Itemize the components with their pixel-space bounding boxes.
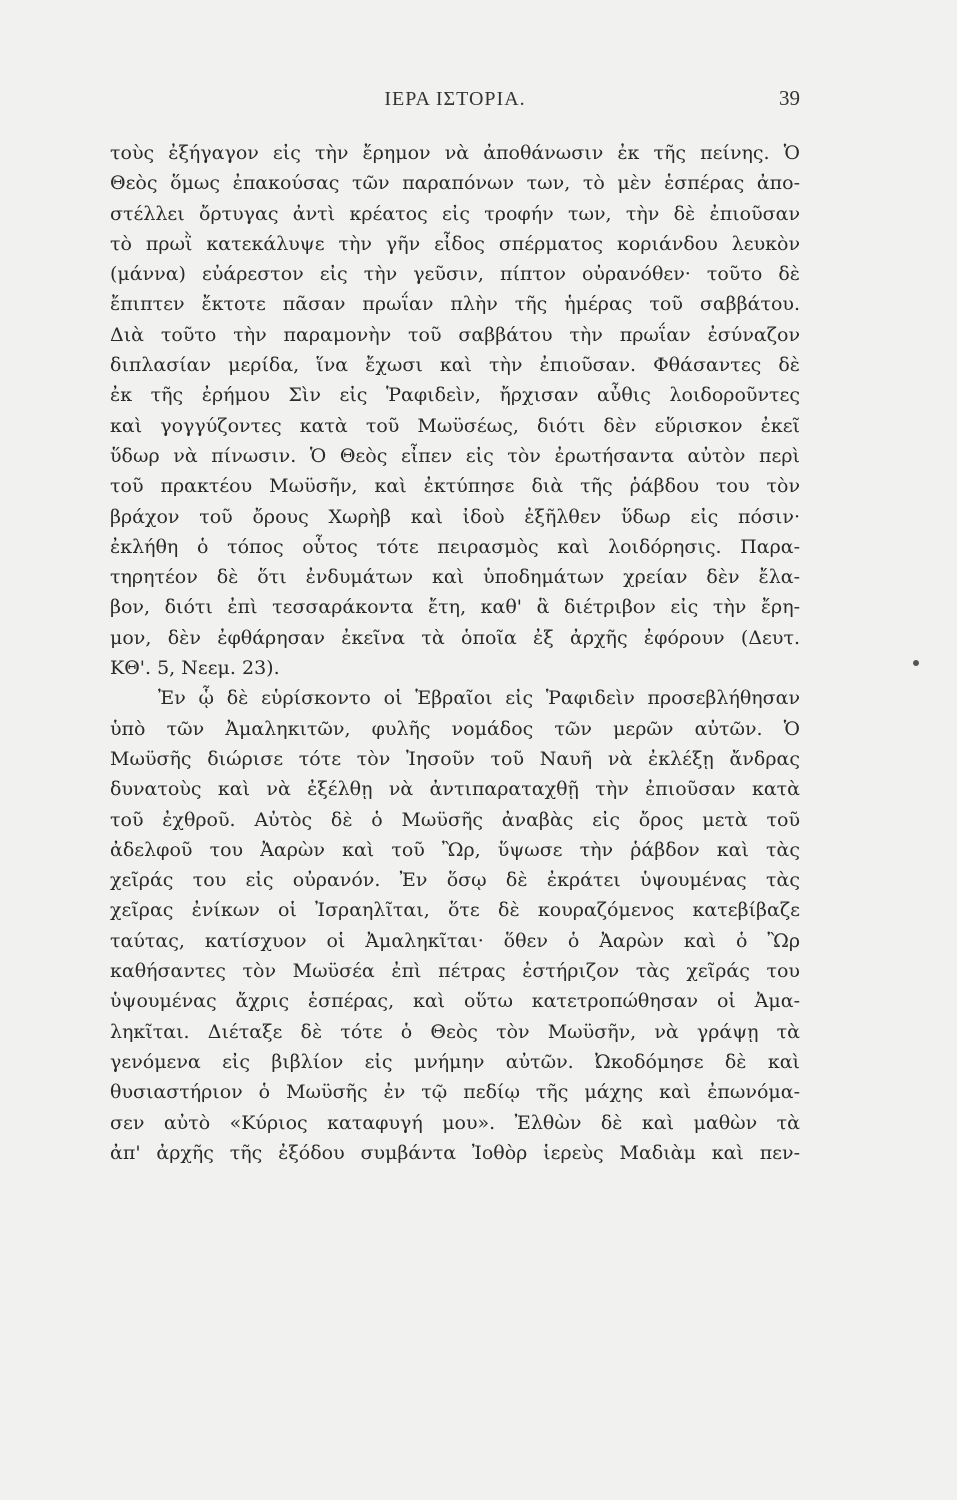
text-line: σεν αὐτὸ «Κύριος καταφυγή μου». Ἐλθὼν δὲ καὶ μαθὼν τὰ bbox=[110, 1111, 800, 1134]
text-line: χεῖράς του εἰς οὐρανόν. Ἐν ὅσῳ δὲ ἐκράτει ὑψουμένας τὰς bbox=[110, 869, 800, 892]
text-line: καθήσαντες τὸν Μωϋσέα ἐπὶ πέτρας ἐστήριζον τὰς χεῖράς του bbox=[110, 960, 800, 983]
text-line: ληκῖται. Διέταξε δὲ τότε ὁ Θεὸς τὸν Μωϋσῆν, νὰ γράψῃ τὰ bbox=[110, 1020, 800, 1043]
running-title: ΙΕΡΑ ΙΣΤΟΡΙΑ. bbox=[384, 88, 526, 110]
text-line: ὕδωρ νὰ πίνωσιν. Ὁ Θεὸς εἶπεν εἰς τὸν ἐρωτήσαντα αὐτὸν περὶ bbox=[110, 444, 800, 467]
text-line: θυσιαστήριον ὁ Μωϋσῆς ἐν τῷ πεδίῳ τῆς μάχης καὶ ἐπωνόμα- bbox=[110, 1081, 800, 1104]
ink-speck bbox=[913, 660, 919, 666]
text-line: γενόμενα εἰς βιβλίον εἰς μνήμην αὐτῶν. Ὠκοδόμησε δὲ καὶ bbox=[110, 1050, 800, 1073]
text-line: στέλλει ὄρτυγας ἀντὶ κρέατος εἰς τροφήν των, τὴν δὲ ἐπιοῦσαν bbox=[110, 202, 800, 225]
body-text bbox=[110, 138, 800, 1168]
text-line: ταύτας, κατίσχυον οἱ Ἀμαληκῖται· ὅθεν ὁ Ἀαρὼν καὶ ὁ Ὢρ bbox=[110, 929, 800, 952]
text-line: Θεὸς ὅμως ἐπακούσας τῶν παραπόνων των, τὸ μὲν ἑσπέρας ἀπο- bbox=[110, 172, 800, 195]
text-line: τοῦ πρακτέου Μωϋσῆν, καὶ ἐκτύπησε διὰ τῆς ῥάβδου του τὸν bbox=[110, 475, 800, 498]
text-line: βράχον τοῦ ὄρους Χωρὴβ καὶ ἰδοὺ ἐξῆλθεν ὕδωρ εἰς πόσιν· bbox=[110, 505, 800, 528]
text-line: Διὰ τοῦτο τὴν παραμονὴν τοῦ σαββάτου τὴν πρωΐαν ἐσύναζον bbox=[110, 323, 800, 346]
text-line: βον, διότι ἐπὶ τεσσαράκοντα ἔτη, καθ' ἃ διέτριβον εἰς τὴν ἔρη- bbox=[110, 596, 800, 619]
page-header bbox=[110, 88, 800, 118]
text-line: ὑψουμένας ἄχρις ἑσπέρας, καὶ οὕτω κατετροπώθησαν οἱ Ἀμα- bbox=[110, 990, 800, 1013]
text-line: χεῖρας ἐνίκων οἱ Ἰσραηλῖται, ὅτε δὲ κουραζόμενος κατεβίβαζε bbox=[110, 899, 800, 922]
text-line: ἀδελφοῦ του Ἀαρὼν καὶ τοῦ Ὢρ, ὕψωσε τὴν ῥάβδον καὶ τὰς bbox=[110, 838, 800, 861]
text-line: καὶ γογγύζοντες κατὰ τοῦ Μωϋσέως, διότι δὲν εὕρισκον ἐκεῖ bbox=[110, 414, 800, 437]
text-line: ἐκ τῆς ἐρήμου Σὶν εἰς Ῥαφιδεὶν, ἤρχισαν αὖθις λοιδοροῦντες bbox=[110, 384, 800, 407]
text-line: δυνατοὺς καὶ νὰ ἐξέλθῃ νὰ ἀντιπαραταχθῇ τὴν ἐπιοῦσαν κατὰ bbox=[110, 778, 800, 801]
text-line: ὑπὸ τῶν Ἀμαληκιτῶν, φυλῆς νομάδος τῶν μερῶν αὐτῶν. Ὁ bbox=[110, 717, 800, 740]
text-line: τηρητέον δὲ ὅτι ἐνδυμάτων καὶ ὑποδημάτων χρείαν δὲν ἔλα- bbox=[110, 566, 800, 589]
text-line: ἔπιπτεν ἔκτοτε πᾶσαν πρωΐαν πλὴν τῆς ἡμέρας τοῦ σαββάτου. bbox=[110, 293, 800, 316]
text-line: τοὺς ἐξήγαγον εἰς τὴν ἔρημον νὰ ἀποθάνωσιν ἐκ τῆς πείνης. Ὁ bbox=[110, 142, 800, 164]
text-line: Μωϋσῆς διώρισε τότε τὸν Ἰησοῦν τοῦ Ναυῆ νὰ ἐκλέξῃ ἄνδρας bbox=[110, 747, 800, 770]
text-line: ἐκλήθη ὁ τόπος οὗτος τότε πειρασμὸς καὶ λοιδόρησις. Παρα- bbox=[110, 535, 800, 558]
text-line: (μάννα) εὐάρεστον εἰς τὴν γεῦσιν, πίπτον οὐρανόθεν· τοῦτο δὲ bbox=[110, 263, 800, 286]
page-number: 39 bbox=[779, 86, 800, 110]
text-line: τὸ πρωῒ κατεκάλυψε τὴν γῆν εἶδος σπέρματος κοριάνδου λευκὸν bbox=[110, 232, 800, 255]
text-line: Ἐν ᾧ δὲ εὑρίσκοντο οἱ Ἑβραῖοι εἰς Ῥαφιδεὶν προσεβλήθησαν bbox=[158, 687, 800, 710]
text-line: τοῦ ἐχθροῦ. Αὐτὸς δὲ ὁ Μωϋσῆς ἀναβὰς εἰς ὄρος μετὰ τοῦ bbox=[110, 808, 800, 831]
text-line: μον, δὲν ἐφθάρησαν ἐκεῖνα τὰ ὁποῖα ἐξ ἀρχῆς ἐφόρουν (Δευτ. bbox=[110, 626, 800, 649]
text-line: διπλασίαν μερίδα, ἵνα ἔχωσι καὶ τὴν ἐπιοῦσαν. Φθάσαντες δὲ bbox=[110, 354, 800, 377]
text-line: ἀπ' ἀρχῆς τῆς ἐξόδου συμβάντα Ἰοθὸρ ἱερεὺς Μαδιὰμ καὶ πεν- bbox=[110, 1141, 800, 1164]
text-line: ΚΘ'. 5, Νεεμ. 23). bbox=[110, 657, 280, 680]
